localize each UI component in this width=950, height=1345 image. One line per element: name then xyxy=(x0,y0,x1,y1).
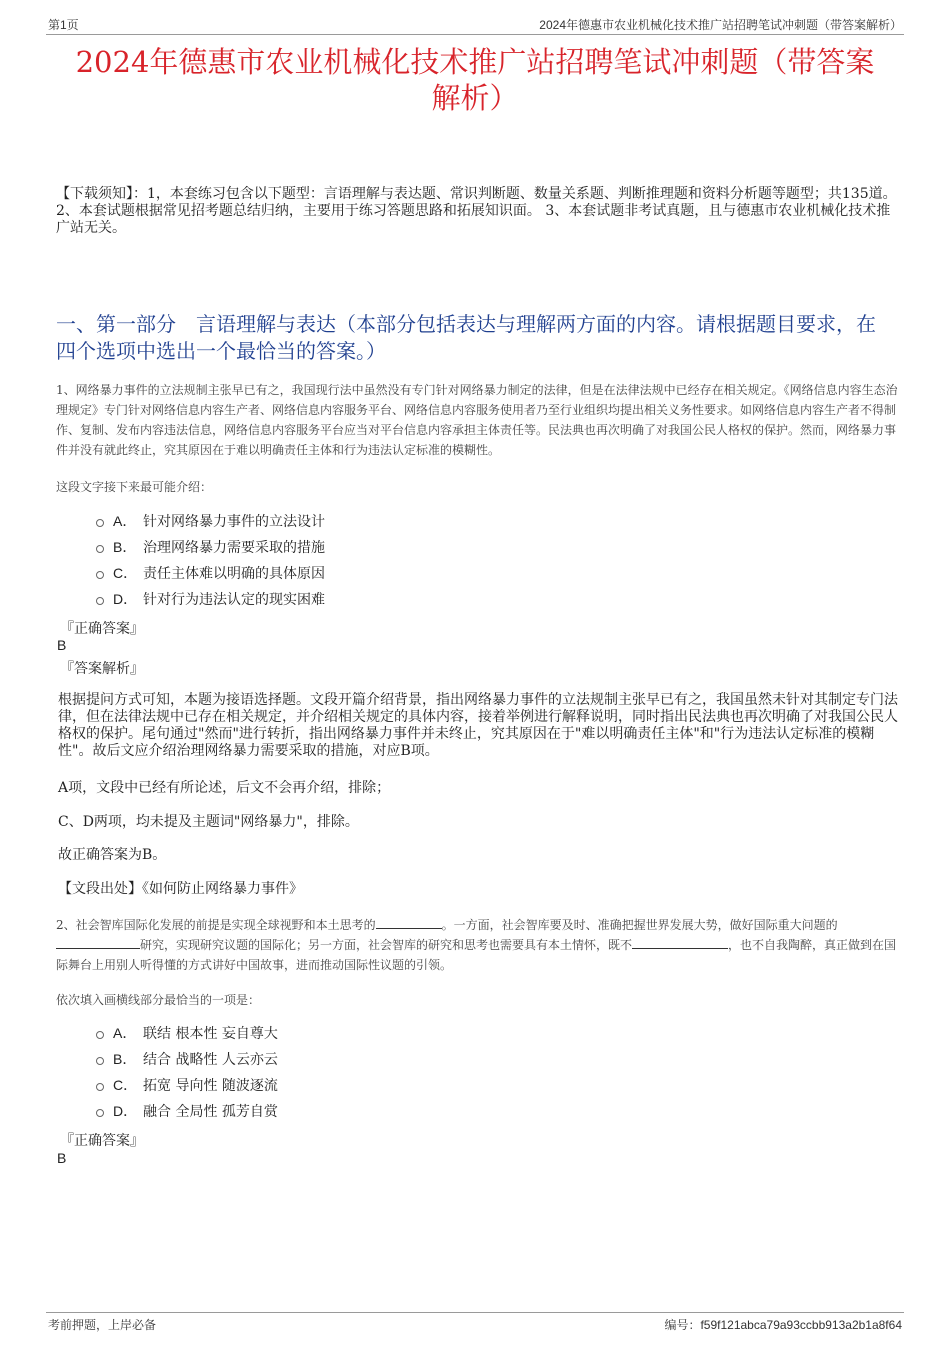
download-notice: 【下载须知】：1，本套练习包含以下题型：言语理解与表达题、常识判断题、数量关系题、判断推理题和资料分析题等题型；共135道。 2、本套试题根据常见招考题总结归纳，主要用于练习答题思路和拓展知识面。 3、本套试题非考试真题，且与德惠市农业机械化技术推广站无关。 xyxy=(56,186,897,236)
q1-option-a[interactable] xyxy=(96,508,325,534)
section-heading: 一、第一部分 言语理解与表达（本部分包括表达与理解两方面的内容。请根据题目要求，在四个选项中选出一个最恰当的答案。） xyxy=(56,312,876,363)
q1-option-d[interactable] xyxy=(96,586,325,612)
radio-icon[interactable] xyxy=(96,1057,104,1065)
option-letter: A． xyxy=(113,1025,137,1041)
question-1-options xyxy=(96,508,325,612)
option-letter: C． xyxy=(113,565,138,581)
question-1-text: 1、网络暴力事件的立法规制主张早已有之，我国现行法中虽然没有专门针对网络暴力制定的法律，但是在法律法规中已经存在相关规定。《网络信息内容生态治理规定》专门针对网络信息内容生产者、网络信息内容服务平台、网络信息内容服务使用者乃至行业组织均提出相关义务性要求。如网络信息内容生产者不得制作、复制、发布内容违法信息，网络信息内容服务平台应当对平台信息内容承担主体责任等。民法典也再次明确了对我国公民人格权的保护。然而，网络暴力事件并没有就此终止，究其原因在于难以明确责任主体和行为违法认定标准的模糊性。 xyxy=(56,383,898,457)
document-title xyxy=(50,44,900,116)
q1-source: 【文段出处】《如何防止网络暴力事件》 xyxy=(58,881,303,897)
question-2-text: 2、社会智库国际化发展的前提是实现全球视野和本土思考的 。一方面，社会智库要及时、准确把握世界发展大势，做好国际重大问题的研究，实现研究议题的国际化；另一方面，社会智库的研究和思考也需要具有本土情怀，既不 ，也不自我陶醉，真正做到在国际舞台上用别人听得懂的方式讲好中国故事，进而推动国际性议题的引领。 xyxy=(56,918,897,972)
option-text: 治理网络暴力需要采取的措施 xyxy=(143,540,325,556)
fill-blank-2 xyxy=(56,936,140,949)
q1-option-b[interactable] xyxy=(96,534,325,560)
option-letter: B． xyxy=(113,539,137,555)
q1-analysis-conclusion: 故正确答案为B。 xyxy=(58,847,167,863)
option-text: 联结 根本性 妄自尊大 xyxy=(143,1026,278,1042)
option-text: 拓宽 导向性 随波逐流 xyxy=(143,1078,278,1094)
page-header xyxy=(46,14,904,35)
q2-option-a[interactable] xyxy=(96,1020,278,1046)
fill-blank-3 xyxy=(632,936,728,949)
option-text: 针对网络暴力事件的立法设计 xyxy=(143,514,325,530)
radio-icon[interactable] xyxy=(96,1031,104,1039)
radio-icon[interactable] xyxy=(96,519,104,527)
radio-icon[interactable] xyxy=(96,571,104,579)
radio-icon[interactable] xyxy=(96,1083,104,1091)
radio-icon[interactable] xyxy=(96,597,104,605)
q2-option-d[interactable] xyxy=(96,1098,278,1124)
question-2-prompt: 依次填入画横线部分最恰当的一项是： xyxy=(56,993,261,1007)
page-number: 第1页 xyxy=(48,18,79,32)
question-1-prompt: 这段文字接下来最可能介绍： xyxy=(56,480,213,494)
page-footer xyxy=(46,1312,904,1333)
option-letter: C． xyxy=(113,1077,138,1093)
footer-slogan: 考前押题，上岸必备 xyxy=(48,1318,157,1332)
radio-icon[interactable] xyxy=(96,1109,104,1117)
footer-code: 编号：f59f121abca79a93ccbb913a2b1a8f64 xyxy=(664,1318,902,1332)
option-letter: D． xyxy=(113,591,138,607)
option-text: 结合 战略性 人云亦云 xyxy=(143,1052,278,1068)
q1-analysis-cd: C、D两项，均未提及主题词"网络暴力"，排除。 xyxy=(58,814,359,830)
option-text: 责任主体难以明确的具体原因 xyxy=(143,566,325,582)
q1-analysis-label: 『答案解析』 xyxy=(60,661,144,677)
q1-analysis-a: A项，文段中已经有所论述，后文不会再介绍，排除； xyxy=(58,780,391,796)
q1-answer-value: B xyxy=(57,637,67,653)
q2-option-b[interactable] xyxy=(96,1046,278,1072)
option-letter: D． xyxy=(113,1103,138,1119)
option-letter: B． xyxy=(113,1051,137,1067)
title-line-1: 2024年德惠市农业机械化技术推广站招聘笔试冲刺题（带答案 xyxy=(75,45,875,79)
option-letter: A． xyxy=(113,513,137,529)
option-text: 融合 全局性 孤芳自赏 xyxy=(143,1104,278,1120)
q1-answer-label: 『正确答案』 xyxy=(60,621,144,637)
option-text: 针对行为违法认定的现实困难 xyxy=(143,592,325,608)
q1-option-c[interactable] xyxy=(96,560,325,586)
q2-answer-value: B xyxy=(57,1150,67,1166)
question-2-options xyxy=(96,1020,278,1124)
header-doc-title: 2024年德惠市农业机械化技术推广站招聘笔试冲刺题（带答案解析） xyxy=(539,18,902,32)
title-line-2: 解析） xyxy=(431,81,519,115)
q2-option-c[interactable] xyxy=(96,1072,278,1098)
q2-answer-label: 『正确答案』 xyxy=(60,1133,144,1149)
radio-icon[interactable] xyxy=(96,545,104,553)
fill-blank-1 xyxy=(376,916,442,929)
q1-analysis-paragraph: 根据提问方式可知，本题为接语选择题。文段开篇介绍背景，指出网络暴力事件的立法规制主张早已有之，我国虽然未针对其制定专门法律，但在法律法规中已存在相关规定，并介绍相关规定的具体内容，接着举例进行解释说明，同时指出民法典也再次明确了对我国公民人格权的保护。尾句通过"然而"进行转折，指出网络暴力事件并未终止，究其原因在于"难以明确责任主体"和"行为违法认定标准的模糊性"。故后文应介绍治理网络暴力需要采取的措施，对应B项。 xyxy=(58,692,898,759)
